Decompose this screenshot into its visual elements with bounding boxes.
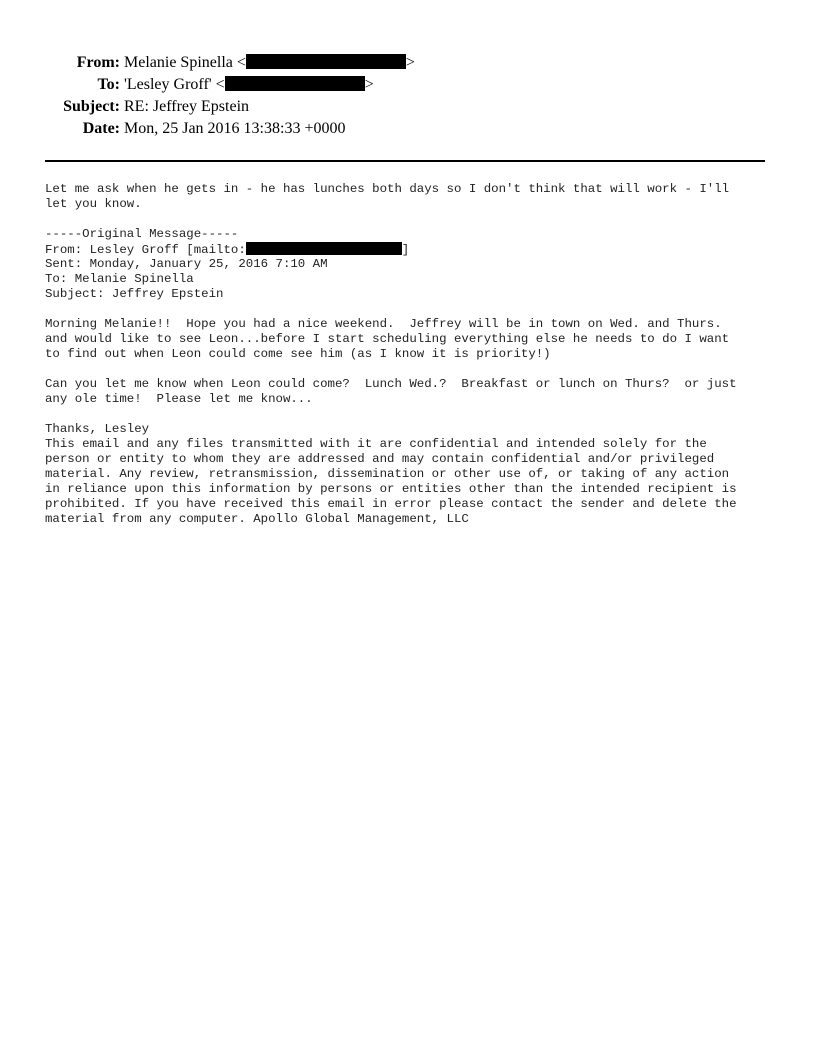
disclaimer-line: This email and any files transmitted with it are confidential and intended solely for the — [45, 437, 707, 451]
to-label: To: — [97, 76, 120, 93]
disclaimer-line: material. Any review, retransmission, dissemination or other use of, or taking of any action — [45, 467, 730, 481]
body-line: Let me ask when he gets in - he has lunches both days so I don't think that will work - I'll — [45, 182, 730, 196]
original-to-line: To: Melanie Spinella — [45, 272, 194, 286]
date-row — [0, 118, 120, 140]
body-line: let you know. — [45, 197, 142, 211]
from-row — [0, 52, 120, 74]
disclaimer-line: prohibited. If you have received this email in error please contact the sender and delete the — [45, 497, 737, 511]
to-close: > — [364, 76, 374, 93]
original-subject-line: Subject: Jeffrey Epstein — [45, 287, 224, 301]
disclaimer-line: person or entity to whom they are addressed and may contain confidential and/or privileged — [45, 452, 715, 466]
original-sent-line: Sent: Monday, January 25, 2016 7:10 AM — [45, 257, 328, 271]
email-body — [45, 182, 775, 527]
redaction-bar — [246, 54, 406, 69]
original-from-line: From: Lesley Groff [mailto: ] — [45, 243, 410, 257]
original-message-divider: -----Original Message----- — [45, 227, 239, 241]
body-line: Morning Melanie!! Hope you had a nice weekend. Jeffrey will be in town on Wed. and Thurs. — [45, 317, 722, 331]
subject-value: RE: Jeffrey Epstein — [124, 98, 250, 115]
to-name: 'Lesley Groff' < — [124, 76, 225, 93]
date-value: Mon, 25 Jan 2016 13:38:33 +0000 — [124, 120, 346, 137]
from-label: From: — [76, 54, 120, 71]
to-row — [0, 74, 120, 96]
disclaimer-line: in reliance upon this information by persons or entities other than the intended recipient is — [45, 482, 737, 496]
from-name: Melanie Spinella < — [124, 54, 246, 71]
body-line: to find out when Leon could come see him (as I know it is priority!) — [45, 347, 551, 361]
redaction-bar — [246, 242, 402, 255]
body-line: and would like to see Leon...before I start scheduling everything else he needs to do I want — [45, 332, 730, 346]
body-line: Can you let me know when Leon could come? Lunch Wed.? Breakfast or lunch on Thurs? or just — [45, 377, 737, 391]
date-label: Date: — [82, 120, 120, 137]
from-close: > — [405, 54, 415, 71]
signoff: Thanks, Lesley — [45, 422, 150, 436]
body-line: any ole time! Please let me know... — [45, 392, 313, 406]
redaction-bar — [225, 76, 365, 91]
disclaimer-line: material from any computer. Apollo Global Management, LLC — [45, 512, 469, 526]
header-divider — [45, 160, 765, 162]
subject-label: Subject: — [63, 98, 120, 115]
subject-row — [0, 96, 120, 118]
